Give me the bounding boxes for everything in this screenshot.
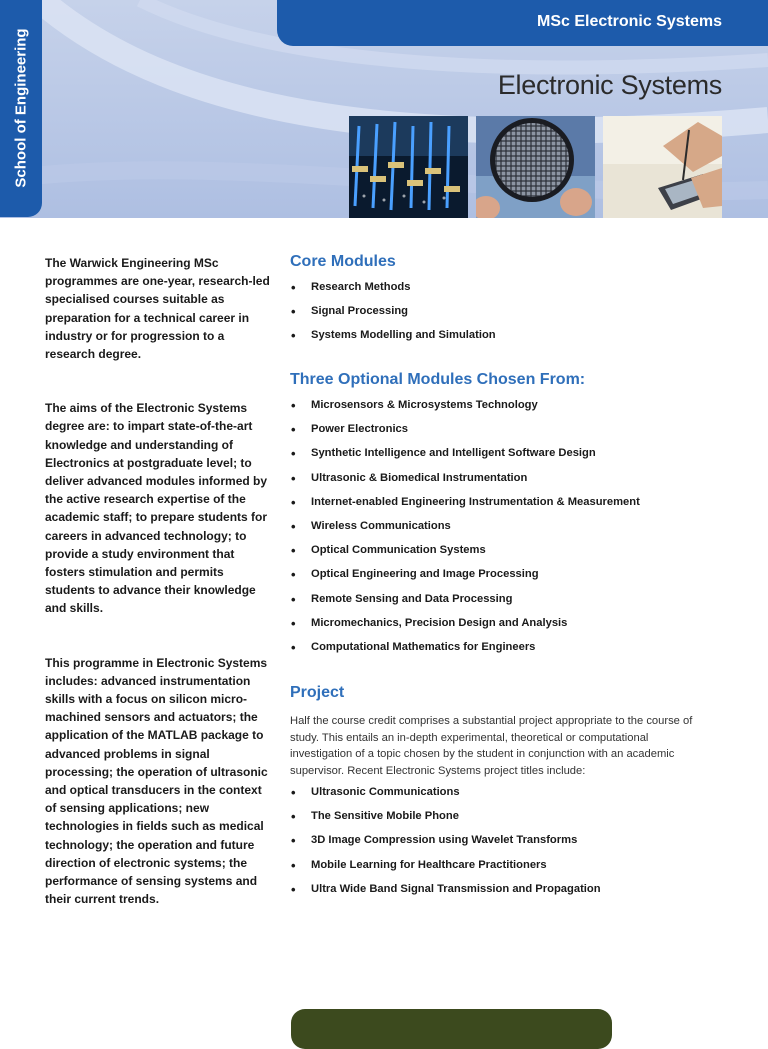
optional-modules-list [290, 399, 640, 665]
silicon-wafer-photo [476, 116, 595, 218]
list-item: • Optical Engineering and Image Processing [290, 568, 640, 592]
list-item: • Research Methods [290, 281, 496, 305]
school-tab-label: School of Engineering [12, 28, 30, 188]
list-item: • Optical Communication Systems [290, 544, 640, 568]
list-item: • Computational Mathematics for Engineers [290, 641, 640, 665]
core-modules-heading: Core Modules [290, 253, 396, 270]
intro-column [45, 254, 275, 945]
list-item: • Signal Processing [290, 305, 496, 329]
list-item: • Remote Sensing and Data Processing [290, 593, 640, 617]
list-item: • Synthetic Intelligence and Intelligent Software Design [290, 447, 640, 471]
list-item: • Ultrasonic & Biomedical Instrumentation [290, 472, 640, 496]
list-item: • Internet-enabled Engineering Instrumentation & Measurement [290, 496, 640, 520]
optional-modules-heading: Three Optional Modules Chosen From: [290, 371, 586, 388]
list-item: • Systems Modelling and Simulation [290, 329, 496, 353]
project-heading: Project [290, 684, 345, 701]
list-item: • 3D Image Compression using Wavelet Transforms [290, 834, 601, 858]
list-item: • Micromechanics, Precision Design and Analysis [290, 617, 640, 641]
list-item: • Mobile Learning for Healthcare Practitioners [290, 859, 601, 883]
list-item: • Ultrasonic Communications [290, 786, 601, 810]
list-item: • Wireless Communications [290, 520, 640, 544]
circuit-board-photo [349, 116, 468, 218]
core-modules-list [290, 281, 496, 354]
programme-tab-label: MSc Electronic Systems [537, 13, 722, 30]
project-description: Half the course credit comprises a substantial project appropriate to the course of study. This entails an in-depth experimental, theoretical or computational investigation of a topic chosen by the student in conjunction with an academic supervisor. Recent Electronic Systems project titles include: [290, 715, 693, 778]
intro-paragraph-3: This programme in Electronic Systems includes: advanced instrumentation skills with a focus on silicon micro-machined sensors and actuators; the application of the MATLAB package to advanced problems in signal processing; the operation of ultrasonic and optical transducers in the context of sensing applications; new technologies in fields such as medical technology; the operation and future direction of electronic systems; the performance of sensing systems and their current trends. [45, 655, 268, 907]
page-title: Electronic Systems [497, 70, 722, 100]
school-tab [0, 0, 42, 217]
intro-paragraph-1: The Warwick Engineering MSc programmes are one-year, research-led specialised courses suitable as preparation for a technical career in industry or for progression to a research degree. [45, 256, 270, 362]
programme-tab [277, 0, 768, 46]
list-item: • Ultra Wide Band Signal Transmission and Propagation [290, 883, 601, 907]
project-titles-list [290, 786, 601, 907]
footer-contact-panel [291, 1009, 612, 1049]
list-item: • Microsensors & Microsystems Technology [290, 399, 640, 423]
intro-paragraph-2: The aims of the Electronic Systems degree are: to impart state-of-the-art knowledge and understanding of Electronics at postgraduate level; to deliver advanced modules informed by the active research expertise of the academic staff; to prepare students for careers in advanced technology; to provide a study environment that fosters stimulation and permits students to advance their knowledge and skills. [45, 401, 268, 616]
handheld-device-photo [603, 116, 722, 218]
list-item: • The Sensitive Mobile Phone [290, 810, 601, 834]
list-item: • Power Electronics [290, 423, 640, 447]
